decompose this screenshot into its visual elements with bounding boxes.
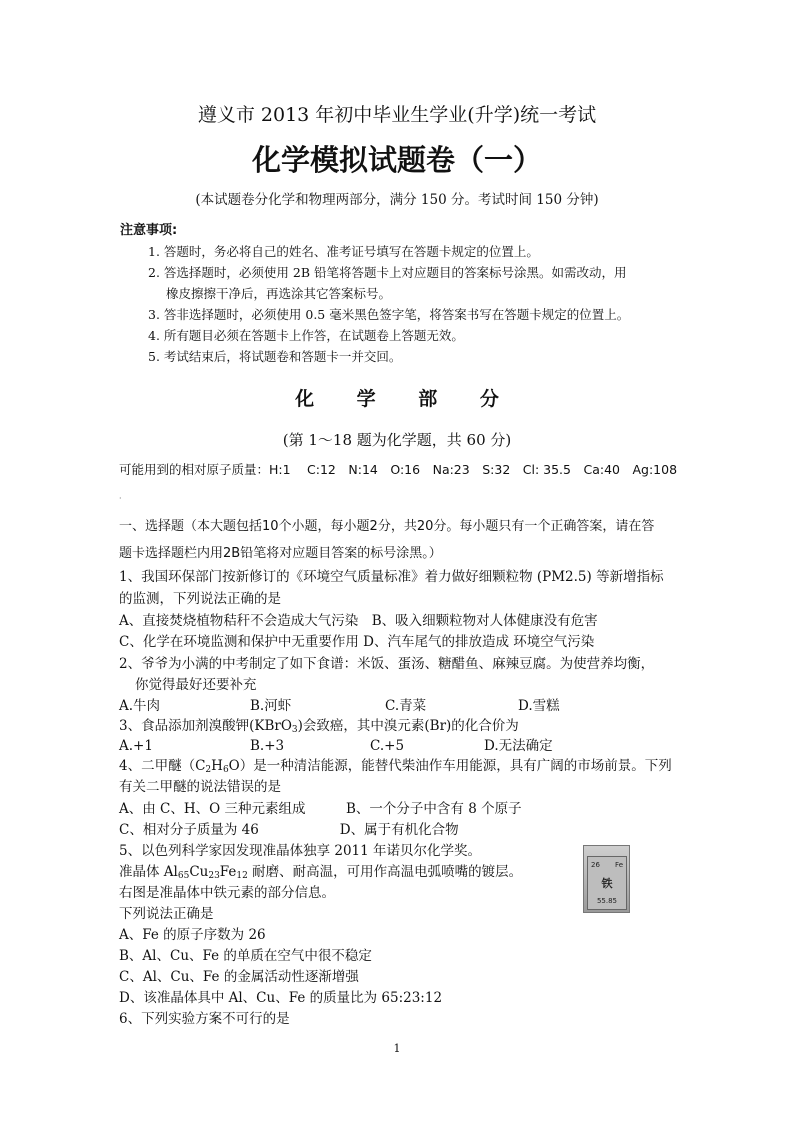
question-2-stem-continued: 你觉得最好还要补充 (135, 677, 257, 693)
question-2-option-d: D.雪糕 (518, 698, 560, 714)
paper-intro: (本试题卷分化学和物理两部分，满分 150 分。考试时间 150 分钟) (195, 192, 599, 208)
subscript: 6 (222, 765, 229, 775)
question-4-options-ab: A、由 C、H、O 三种元素组成 B、一个分子中含有 8 个原子 (119, 801, 522, 817)
note-item-continued: 橡皮擦擦干净后，再选涂其它答案标号。 (166, 286, 392, 301)
subscript: 65 (177, 871, 190, 881)
stray-mark: · (119, 494, 122, 503)
subscript: 23 (208, 871, 220, 881)
question-5-option-b: B、Al、Cu、Fe 的单质在空气中很不稳定 (119, 948, 372, 964)
atomic-mass: 55.85 (596, 897, 618, 905)
question-6-stem: 6、下列实验方案不可行的是 (119, 1011, 290, 1027)
subscript: 2 (205, 765, 212, 775)
question-2-stem: 2、爷爷为小满的中考制定了如下食谱：米饭、蛋汤、糖醋鱼、麻辣豆腐。为使营养均衡， (119, 656, 655, 672)
question-5-option-d: D、该准晶体具中 Al、Cu、Fe 的质量比为 65:23:12 (119, 990, 443, 1006)
question-2-option-b: B.河虾 (250, 698, 292, 714)
exam-title: 遵义市 2013 年初中毕业生学业(升学)统一考试 (197, 104, 597, 126)
question-5-option-a: A、Fe 的原子序数为 26 (119, 927, 266, 943)
note-item: 1. 答题时，务必将自己的姓名、准考证号填写在答题卡规定的位置上。 (148, 244, 539, 259)
question-4-stem-part: 4、二甲醚（C (119, 758, 206, 774)
iron-element-tile-image (583, 845, 630, 913)
question-4-stem-part: H (211, 758, 223, 774)
question-2-option-a: A.牛肉 (119, 698, 161, 714)
element-name: 铁 (601, 877, 613, 890)
question-3-option-d: D.无法确定 (484, 738, 553, 754)
part-instructions: 一、选择题（本大题包括10个小题，每小题2分，共20分。每小题只有一个正确答案，请在答 (119, 519, 655, 534)
question-3-option-c: C.+5 (370, 738, 405, 754)
page-number: 1 (393, 1042, 401, 1055)
question-3-stem-part: 3、食品添加剂溴酸钾(KBrO (119, 718, 292, 734)
section-range: (第 1～18 题为化学题，共 60 分) (282, 431, 512, 449)
paper-title: 化学模拟试题卷（一） (251, 143, 542, 177)
element-cell (587, 856, 627, 910)
question-3-stem (119, 717, 519, 739)
question-4-options-cd: C、相对分子质量为 46 D、属于有机化合物 (119, 822, 459, 838)
note-item: 2. 答选择题时，必须使用 2B 铅笔将答题卡上对应题目的答案标号涂黑。如需改动，用 (148, 265, 627, 280)
question-3-option-b: B.+3 (250, 738, 285, 754)
note-item: 3. 答非选择题时，必须使用 0.5 毫米黑色签字笔，将答案书写在答题卡规定的位置上。 (148, 307, 630, 322)
question-4-stem (119, 757, 672, 779)
atomic-number: 26 (591, 861, 600, 869)
question-5-stem-part: Cu (189, 864, 209, 880)
question-5-option-c: C、Al、Cu、Fe 的金属活动性逐渐增强 (119, 969, 359, 985)
part-instructions-continued: 题卡选择题栏内用2B铅笔将对应题目答案的标号涂黑。） (119, 546, 442, 561)
question-3-option-a: A.+1 (119, 738, 153, 754)
atomic-masses: 可能用到的相对原子质量：H:1 C:12 N:14 O:16 Na:23 S:32 Cl: 35.5 Ca:40 Ag:108 (119, 462, 678, 477)
question-1-options-ab: A、直接焚烧植物秸秆不会造成大气污染 B、吸入细颗粒物对人体健康没有危害 (119, 613, 598, 629)
question-4-stem-part: O）是一种清洁能源，能替代柴油作车用能源，具有广阔的市场前景。下列 (228, 758, 672, 774)
question-5-stem-part: 耐磨、耐高温，可用作高温电弧喷嘴的镀层。 (247, 864, 523, 880)
question-5-stem-figure-ref: 右图是准晶体中铁元素的部分信息。 (119, 885, 335, 901)
question-5-stem-prompt: 下列说法正确是 (119, 906, 214, 922)
note-item: 4. 所有题目必须在答题卡上作答，在试题卷上答题无效。 (148, 328, 464, 343)
question-5-stem: 5、以色列科学家因发现准晶体独享 2011 年诺贝尔化学奖。 (119, 843, 482, 859)
question-2-option-c: C.青菜 (385, 698, 427, 714)
section-title: 化 学 部 分 (295, 388, 517, 410)
question-3-stem-part: )会致癌，其中溴元素(Br)的化合价为 (297, 718, 519, 734)
question-4-stem-continued: 有关二甲醚的说法错误的是 (119, 779, 281, 795)
question-5-stem-part: Fe (219, 864, 237, 880)
notes-heading: 注意事项: (120, 223, 178, 238)
element-symbol: Fe (615, 861, 623, 869)
question-5-stem-part: 准晶体 Al (119, 864, 178, 880)
subscript: 3 (291, 725, 298, 735)
question-1-stem-continued: 的监测，下列说法正确的是 (119, 591, 281, 607)
subscript: 12 (236, 871, 248, 881)
note-item: 5. 考试结束后，将试题卷和答题卡一并交回。 (148, 349, 402, 364)
question-1-options-cd: C、化学在环境监测和保护中无重要作用 D、汽车尾气的排放造成 环境空气污染 (119, 634, 595, 650)
question-5-stem-formula (119, 863, 522, 885)
question-1-stem: 1、我国环保部门按新修订的《环境空气质量标准》着力做好细颗粒物 (PM2.5) 等新增指标 (119, 569, 664, 585)
